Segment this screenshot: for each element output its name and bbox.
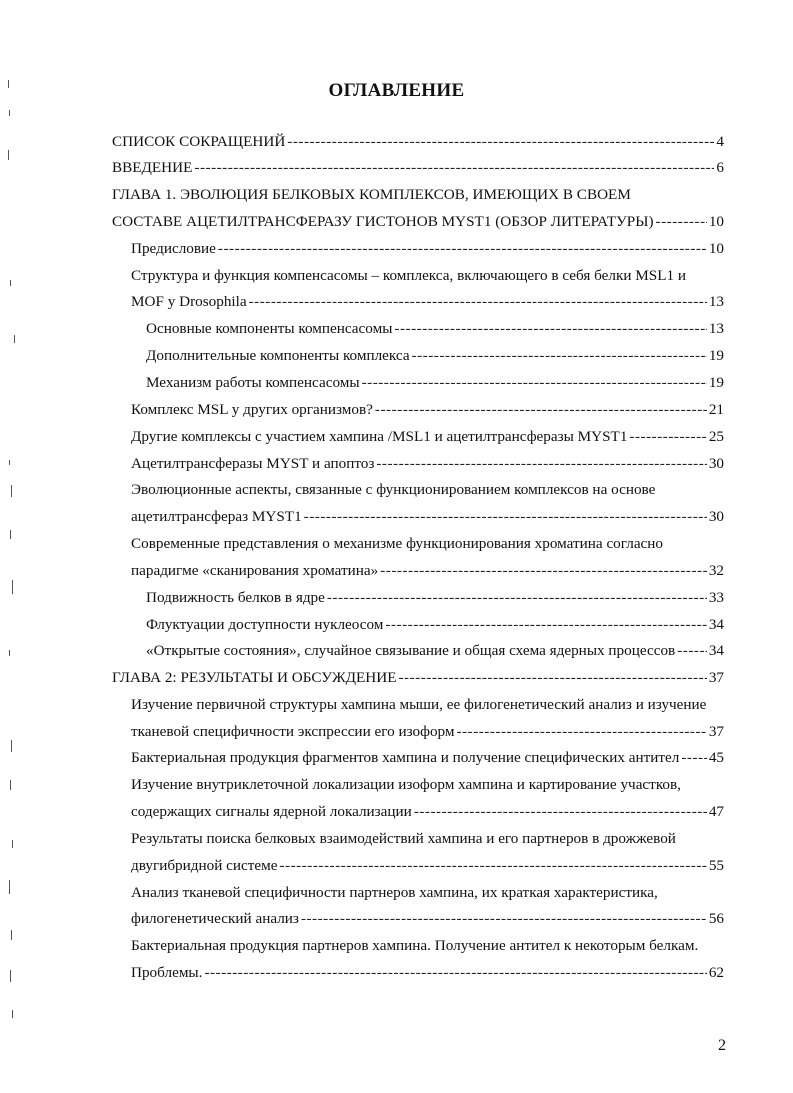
toc-entry[interactable]: Дополнительные компоненты комплекса ----- 19 xyxy=(146,346,724,366)
toc-entry[interactable]: MOF у Drosophila ----- 13 xyxy=(131,292,724,312)
toc-entry[interactable]: парадигме «сканирования хроматина» ----- 32 xyxy=(131,561,724,581)
toc-entry[interactable]: СПИСОК СОКРАЩЕНИЙ ----- 4 xyxy=(112,132,724,152)
toc-entry-continued: Бактериальная продукция партнеров хампина. Получение антител к некоторым белкам. xyxy=(131,937,699,954)
toc-entry[interactable]: Подвижность белков в ядре ----- 33 xyxy=(146,588,724,608)
toc-entry[interactable]: Основные компоненты компенсасомы ----- 13 xyxy=(146,319,724,339)
toc-entry[interactable]: Предисловие ----- 10 xyxy=(131,239,724,259)
toc-entry[interactable]: содержащих сигналы ядерной локализации ----- 47 xyxy=(131,802,724,822)
toc-entry-continued: Изучение первичной структуры хампина мыши, ее филогенетический анализ и изучение xyxy=(131,696,707,713)
toc-entry[interactable]: Проблемы. ----- 62 xyxy=(131,963,724,983)
toc-entry-continued: Анализ тканевой специфичности партнеров хампина, их краткая характеристика, xyxy=(131,884,658,901)
toc-entry[interactable]: СОСТАВЕ АЦЕТИЛТРАНСФЕРАЗУ ГИСТОНОВ MYST1 (ОБЗОР ЛИТЕРАТУРЫ) ----- 10 xyxy=(112,212,724,232)
toc-entry-continued: Структура и функция компенсасомы – комплекса, включающего в себя белки MSL1 и xyxy=(131,267,687,284)
toc-entry[interactable]: Механизм работы компенсасомы ----- 19 xyxy=(146,373,724,393)
toc-entry[interactable]: ВВЕДЕНИЕ ----- 6 xyxy=(112,158,724,178)
toc-entry[interactable]: Бактериальная продукция фрагментов хампина и получение специфических антител ----- 45 xyxy=(131,748,724,768)
toc-entry[interactable]: двугибридной системе ----- 55 xyxy=(131,856,724,876)
toc-entry[interactable]: ГЛАВА 2: РЕЗУЛЬТАТЫ И ОБСУЖДЕНИЕ ----- 37 xyxy=(112,668,724,688)
toc-entry[interactable]: Другие комплексы с участием хампина /MSL1 и ацетилтрансферазы MYST1 ----- 25 xyxy=(131,427,724,447)
toc-entry[interactable]: «Открытые состояния», случайное связывание и общая схема ядерных процессов ----- 34 xyxy=(146,641,724,661)
toc-entry[interactable]: ацетилтрансфераз MYST1 ----- 30 xyxy=(131,507,724,527)
toc-entry-continued: Результаты поиска белковых взаимодействий хампина и его партнеров в дрожжевой xyxy=(131,830,676,847)
toc-entry[interactable]: Ацетилтрансферазы MYST и апоптоз ----- 30 xyxy=(131,454,724,474)
toc-entry[interactable]: тканевой специфичности экспрессии его изоформ ----- 37 xyxy=(131,722,724,742)
toc-entry-continued: Современные представления о механизме функционирования хроматина согласно xyxy=(131,535,664,552)
toc-entry-continued: Эволюционные аспекты, связанные с функционированием комплексов на основе xyxy=(131,481,656,498)
toc-entry[interactable]: Комплекс MSL у других организмов? ----- 21 xyxy=(131,400,724,420)
scan-margin-artifacts xyxy=(6,60,18,1040)
page-number: 2 xyxy=(718,1037,726,1054)
toc-entry-continued: ГЛАВА 1. ЭВОЛЮЦИЯ БЕЛКОВЫХ КОМПЛЕКСОВ, ИМЕЮЩИХ В СВОЕМ xyxy=(112,186,631,203)
toc-entry[interactable]: филогенетический анализ ----- 56 xyxy=(131,909,724,929)
toc-title: ОГЛАВЛЕНИЕ xyxy=(328,80,465,101)
toc-entry[interactable]: Флуктуации доступности нуклеосом ----- 34 xyxy=(146,615,724,635)
toc-entry-continued: Изучение внутриклеточной локализации изоформ хампина и картирование участков, xyxy=(131,776,681,793)
